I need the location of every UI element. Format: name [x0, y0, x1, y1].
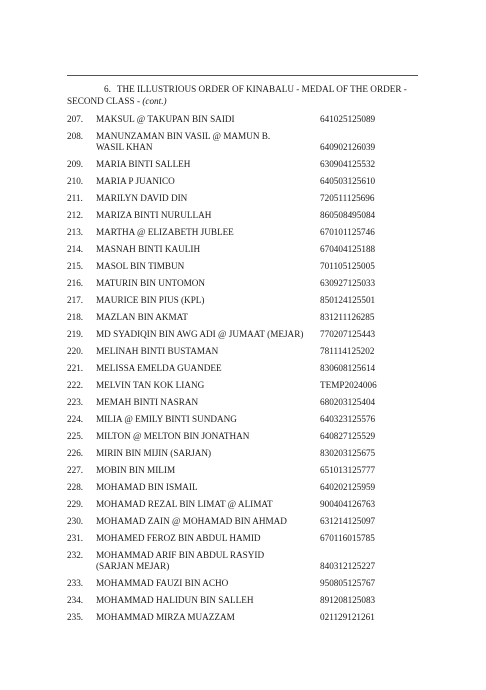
entry-number: 212.	[67, 210, 84, 220]
entry-number: 232.	[67, 550, 84, 560]
recipient-name	[96, 516, 318, 527]
recipient-name-line: MASNAH BINTI KAULIH	[96, 244, 201, 254]
recipient-name-line: MOBIN BIN MILIM	[96, 465, 176, 475]
recipient-name	[96, 210, 318, 221]
recipient-name-line: MANUNZAMAN BIN VASIL @ MAMUN B.	[96, 131, 271, 141]
recipient-name	[96, 595, 318, 606]
recipient-name	[96, 278, 318, 289]
identity-number: 950805125767	[320, 578, 376, 588]
recipient-name	[96, 533, 318, 544]
recipient-name	[96, 482, 318, 493]
entry-number: 223.	[67, 397, 84, 407]
recipient-name	[96, 193, 318, 204]
recipient-name-line: MARILYN DAVID DIN	[96, 193, 188, 203]
identity-number: 831211126285	[320, 312, 375, 322]
identity-number: 651013125777	[320, 465, 376, 475]
entry-number: 211.	[67, 193, 83, 203]
entry-number: 224.	[67, 414, 84, 424]
recipient-name-line: MARTHA @ ELIZABETH JUBLEE	[96, 227, 234, 237]
recipient-name-line: MATURIN BIN UNTOMON	[96, 278, 206, 288]
recipient-name-line: MOHAMMAD HALIDUN BIN SALLEH	[96, 595, 254, 605]
recipient-name-line: MOHAMMAD MIRZA MUAZZAM	[96, 612, 235, 622]
section-continued-note: (cont.)	[142, 96, 167, 106]
recipient-name-line: MOHAMED FEROZ BIN ABDUL HAMID	[96, 533, 261, 543]
recipient-name-line: MILIA @ EMILY BINTI SUNDANG	[96, 414, 237, 424]
identity-number: 900404126763	[320, 499, 376, 509]
recipient-name	[96, 244, 318, 255]
identity-number: 720511125696	[320, 193, 375, 203]
recipient-name-line: MILTON @ MELTON BIN JONATHAN	[96, 431, 250, 441]
entry-number: 219.	[67, 329, 84, 339]
recipient-name-line: MOHAMMAD ARIF BIN ABDUL RASYID	[96, 550, 265, 560]
recipient-name	[96, 312, 318, 323]
entry-number: 229.	[67, 499, 84, 509]
entry-number: 234.	[67, 595, 84, 605]
identity-number: 631214125097	[320, 516, 376, 526]
entry-number: 225.	[67, 431, 84, 441]
identity-number: 640827125529	[320, 431, 376, 441]
identity-number: 860508495084	[320, 210, 376, 220]
recipient-name	[96, 448, 318, 459]
recipient-name	[96, 578, 318, 589]
identity-number: 670101125746	[320, 227, 375, 237]
entry-number: 233.	[67, 578, 84, 588]
identity-number: TEMP2024006	[320, 380, 377, 390]
recipient-name	[96, 114, 318, 125]
entry-number: 213.	[67, 227, 84, 237]
recipient-name-line: MOHAMAD REZAL BIN LIMAT @ ALIMAT	[96, 499, 273, 509]
entry-number: 207.	[67, 114, 84, 124]
identity-number: 640202125959	[320, 482, 376, 492]
entry-number: 227.	[67, 465, 84, 475]
recipient-name	[96, 550, 318, 572]
recipient-name	[96, 499, 318, 510]
identity-number: 830608125614	[320, 363, 376, 373]
identity-number: 630904125532	[320, 159, 376, 169]
section-heading	[67, 83, 419, 107]
identity-number: 701105125005	[320, 261, 375, 271]
recipient-name	[96, 261, 318, 272]
entry-number: 220.	[67, 346, 84, 356]
recipient-name-line: WASIL KHAN	[96, 142, 153, 152]
identity-number: 891208125083	[320, 595, 376, 605]
entry-number: 218.	[67, 312, 84, 322]
header-rule	[67, 75, 418, 76]
identity-number: 770207125443	[320, 329, 376, 339]
section-title: THE ILLUSTRIOUS ORDER OF KINABALU - MEDAL OF THE ORDER - SECOND CLASS -	[67, 84, 407, 106]
recipient-name	[96, 431, 318, 442]
recipient-name	[96, 397, 318, 408]
identity-number: 680203125404	[320, 397, 376, 407]
entry-number: 222.	[67, 380, 84, 390]
recipient-name-line: MARIZA BINTI NURULLAH	[96, 210, 212, 220]
identity-number: 640323125576	[320, 414, 376, 424]
recipient-name	[96, 176, 318, 187]
entry-number: 230.	[67, 516, 84, 526]
recipient-name-line: MARIA P JUANICO	[96, 176, 175, 186]
entry-number: 221.	[67, 363, 84, 373]
entry-number: 228.	[67, 482, 84, 492]
recipient-name	[96, 414, 318, 425]
entry-number: 231.	[67, 533, 84, 543]
recipient-name-line: MELISSA EMELDA GUANDEE	[96, 363, 222, 373]
recipient-name-line: MEMAH BINTI NASRAN	[96, 397, 199, 407]
recipient-name	[96, 295, 318, 306]
recipient-name	[96, 380, 318, 391]
recipient-name-line: MELVIN TAN KOK LIANG	[96, 380, 205, 390]
recipient-name	[96, 465, 318, 476]
identity-number: 640902126039	[320, 142, 376, 152]
entry-number: 208.	[67, 131, 84, 141]
recipient-name-line: MD SYADIQIN BIN AWG ADI @ JUMAAT (MEJAR)	[96, 329, 304, 339]
recipient-name-line: MOHAMMAD FAUZI BIN ACHO	[96, 578, 229, 588]
recipient-name-line: MASOL BIN TIMBUN	[96, 261, 185, 271]
recipient-name-line: MOHAMAD BIN ISMAIL	[96, 482, 198, 492]
identity-number: 640503125610	[320, 176, 376, 186]
recipient-name-line: MELINAH BINTI BUSTAMAN	[96, 346, 219, 356]
entry-number: 214.	[67, 244, 84, 254]
recipient-name	[96, 612, 318, 623]
recipient-name	[96, 159, 318, 170]
recipient-name	[96, 131, 318, 153]
recipient-name-line: MARIA BINTI SALLEH	[96, 159, 191, 169]
recipient-name-line: MOHAMAD ZAIN @ MOHAMAD BIN AHMAD	[96, 516, 287, 526]
section-number: 6.	[104, 84, 111, 94]
identity-number: 850124125501	[320, 295, 376, 305]
entry-number: 217.	[67, 295, 84, 305]
recipient-name-line: MIRIN BIN MIJIN (SARJAN)	[96, 448, 212, 458]
entry-number: 235.	[67, 612, 84, 622]
recipient-name-line: MAZLAN BIN AKMAT	[96, 312, 188, 322]
identity-number: 840312125227	[320, 561, 376, 571]
entry-number: 215.	[67, 261, 84, 271]
identity-number: 670404125188	[320, 244, 376, 254]
recipient-name	[96, 227, 318, 238]
recipient-name-line: MAURICE BIN PIUS (KPL)	[96, 295, 205, 305]
identity-number: 781114125202	[320, 346, 375, 356]
recipient-name	[96, 329, 318, 340]
entry-number: 216.	[67, 278, 84, 288]
identity-number: 641025125089	[320, 114, 376, 124]
identity-number: 670116015785	[320, 533, 375, 543]
entry-number: 210.	[67, 176, 84, 186]
identity-number: 630927125033	[320, 278, 376, 288]
recipient-name-line: MAKSUL @ TAKUPAN BIN SAIDI	[96, 114, 235, 124]
recipient-name	[96, 363, 318, 374]
identity-number: 021129121261	[320, 612, 375, 622]
identity-number: 830203125675	[320, 448, 376, 458]
entry-number: 226.	[67, 448, 84, 458]
recipient-name-line: (SARJAN MEJAR)	[96, 561, 170, 571]
entry-number: 209.	[67, 159, 84, 169]
recipient-name	[96, 346, 318, 357]
